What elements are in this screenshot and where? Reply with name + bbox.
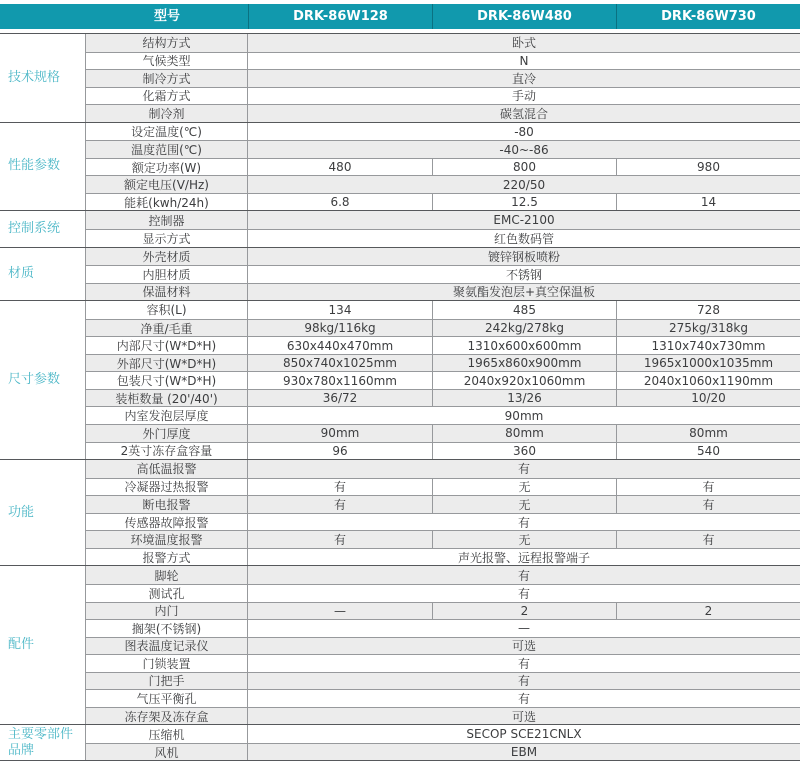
spec-value-merged: 直冷 <box>511 71 536 86</box>
spec-label: 门锁装置 <box>86 655 248 672</box>
spec-value-merged: 声光报警、远程报警端子 <box>457 550 590 565</box>
spec-label: 测试孔 <box>86 585 248 602</box>
table-row <box>86 193 800 211</box>
spec-value-merged: N <box>519 53 529 68</box>
spec-value-merged: 可选 <box>511 709 536 724</box>
table-row <box>86 478 800 496</box>
section-rows <box>86 301 800 459</box>
spec-label: 容积(L) <box>86 301 248 319</box>
spec-value-merged: 镀锌钢板喷粉 <box>487 249 560 264</box>
spec-value-merged: -40~-86 <box>499 142 549 157</box>
table-row <box>86 495 800 513</box>
category-label: 主要零部件品牌 <box>0 725 86 760</box>
spec-label: 内胆材质 <box>86 266 248 283</box>
table-row <box>86 211 800 229</box>
spec-label: 冻存架及冻存盒 <box>86 708 248 725</box>
spec-value: 1965x860x900mm <box>432 355 616 372</box>
spec-value-merged: 有 <box>517 674 530 689</box>
spec-label: 外壳材质 <box>86 248 248 266</box>
spec-value-merged: 有 <box>517 568 530 583</box>
spec-value: 14 <box>616 194 800 211</box>
table-row <box>86 743 800 761</box>
table-row <box>86 654 800 672</box>
spec-value: 13/26 <box>432 390 616 407</box>
spec-value: 134 <box>328 302 352 317</box>
spec-section <box>0 300 800 459</box>
spec-label: 风机 <box>86 744 248 761</box>
table-row <box>86 123 800 141</box>
category-label: 材质 <box>0 248 86 301</box>
spec-value: 2 <box>432 603 616 620</box>
spec-label: 2英寸冻存盒容量 <box>86 443 248 460</box>
table-row <box>86 672 800 690</box>
spec-value: 275kg/318kg <box>616 320 800 337</box>
spec-label: 设定温度(℃) <box>86 123 248 141</box>
spec-value-merged: — <box>518 621 530 636</box>
spec-label: 报警方式 <box>86 549 248 566</box>
table-row <box>86 104 800 122</box>
spec-label: 额定电压(V/Hz) <box>86 176 248 193</box>
spec-label: 保温材料 <box>86 284 248 301</box>
spec-label: 结构方式 <box>86 34 248 52</box>
table-row <box>86 175 800 193</box>
spec-label: 能耗(kwh/24h) <box>86 194 248 211</box>
spec-value-merged: 聚氨酯发泡层+真空保温板 <box>452 285 596 300</box>
spec-value-merged: 有 <box>517 515 530 530</box>
spec-value: 930x780x1160mm <box>283 373 397 388</box>
spec-label: 温度范围(℃) <box>86 141 248 158</box>
spec-value: 2 <box>616 603 800 620</box>
spec-value: 980 <box>616 159 800 176</box>
header-model-label-cell <box>0 4 248 29</box>
category-label: 功能 <box>0 460 86 565</box>
table-row <box>86 406 800 424</box>
section-rows <box>86 460 800 565</box>
spec-value: 2040x1060x1190mm <box>616 372 800 389</box>
spec-label: 断电报警 <box>86 496 248 513</box>
spec-value-merged: 90mm <box>504 408 544 423</box>
spec-label: 内门 <box>86 603 248 620</box>
spec-value: 36/72 <box>322 391 358 406</box>
table-row <box>86 530 800 548</box>
spec-value-merged: 不锈钢 <box>505 267 542 282</box>
spec-label: 气候类型 <box>86 53 248 70</box>
spec-value: 98kg/116kg <box>304 321 376 336</box>
spec-section <box>0 247 800 301</box>
table-row <box>86 424 800 442</box>
spec-section <box>0 122 800 211</box>
table-row <box>86 442 800 460</box>
spec-value-merged: 可选 <box>511 639 536 654</box>
table-row <box>86 336 800 354</box>
spec-value: 有 <box>333 498 346 512</box>
spec-value-merged: EMC-2100 <box>493 213 555 228</box>
spec-label: 内室发泡层厚度 <box>86 407 248 424</box>
spec-value-merged: 有 <box>517 692 530 707</box>
spec-value: 850x740x1025mm <box>283 356 397 371</box>
spec-value: 800 <box>432 159 616 176</box>
spec-value: 无 <box>432 479 616 496</box>
spec-value: 1310x600x600mm <box>432 337 616 354</box>
spec-value: 485 <box>432 301 616 319</box>
spec-value: 728 <box>616 301 800 319</box>
table-row <box>86 707 800 725</box>
table-row <box>86 87 800 105</box>
table-row <box>86 140 800 158</box>
spec-value-merged: 碳氢混合 <box>499 106 548 121</box>
spec-value: 有 <box>616 531 800 548</box>
spec-label: 气压平衡孔 <box>86 690 248 707</box>
table-row <box>86 619 800 637</box>
spec-value: 有 <box>616 479 800 496</box>
section-rows <box>86 248 800 301</box>
spec-value: 10/20 <box>616 390 800 407</box>
spec-value: 540 <box>616 443 800 460</box>
spec-label: 制冷方式 <box>86 70 248 87</box>
spec-value: 80mm <box>432 425 616 442</box>
spec-value: 1965x1000x1035mm <box>616 355 800 372</box>
spec-value: 有 <box>616 496 800 513</box>
spec-value: 630x440x470mm <box>286 338 394 353</box>
spec-label: 门把手 <box>86 673 248 690</box>
spec-value-merged: -80 <box>514 124 534 139</box>
spec-value-merged: 手动 <box>511 89 536 104</box>
category-label: 尺寸参数 <box>0 301 86 459</box>
table-row <box>86 389 800 407</box>
spec-value: 有 <box>333 533 346 548</box>
spec-label: 化霜方式 <box>86 88 248 105</box>
header-model-3: DRK-86W730 <box>616 4 800 29</box>
spec-label: 装柜数量 (20'/40') <box>86 390 248 407</box>
spec-value-merged: SECOP SCE21CNLX <box>466 727 582 742</box>
spec-section <box>0 459 800 565</box>
spec-label: 冷凝器过热报警 <box>86 479 248 496</box>
spec-value: 有 <box>333 480 346 495</box>
spec-value: — <box>334 603 346 618</box>
table-row <box>86 566 800 584</box>
section-rows <box>86 34 800 122</box>
table-row <box>86 725 800 743</box>
table-row <box>86 52 800 70</box>
spec-label: 环境温度报警 <box>86 531 248 548</box>
table-row <box>86 354 800 372</box>
table-row <box>86 637 800 655</box>
spec-value-merged: 红色数码管 <box>493 231 554 246</box>
spec-value: 无 <box>432 531 616 548</box>
spec-value: 80mm <box>616 425 800 442</box>
section-rows <box>86 725 800 760</box>
spec-section <box>0 565 800 724</box>
spec-label: 高低温报警 <box>86 460 248 478</box>
spec-table <box>0 4 800 761</box>
spec-value: 96 <box>332 443 348 458</box>
spec-label: 图表温度记录仪 <box>86 638 248 655</box>
spec-label: 净重/毛重 <box>86 320 248 337</box>
header-model-1: DRK-86W128 <box>248 4 432 29</box>
spec-label: 显示方式 <box>86 230 248 247</box>
category-label: 性能参数 <box>0 123 86 211</box>
spec-label: 外门厚度 <box>86 425 248 442</box>
spec-value: 242kg/278kg <box>432 320 616 337</box>
table-row <box>86 283 800 301</box>
spec-value-merged: 有 <box>517 656 530 671</box>
section-rows <box>86 211 800 246</box>
table-row <box>86 689 800 707</box>
spec-label: 内部尺寸(W*D*H) <box>86 337 248 354</box>
table-row <box>86 584 800 602</box>
spec-label: 包装尺寸(W*D*H) <box>86 372 248 389</box>
spec-label: 制冷剂 <box>86 105 248 122</box>
table-row <box>86 34 800 52</box>
table-row <box>86 371 800 389</box>
table-row <box>86 513 800 531</box>
spec-value: 2040x920x1060mm <box>432 372 616 389</box>
spec-value: 无 <box>432 496 616 513</box>
spec-table-body <box>0 33 800 761</box>
category-label: 控制系统 <box>0 211 86 246</box>
spec-value: 360 <box>432 443 616 460</box>
spec-value-merged: 220/50 <box>502 177 546 192</box>
spec-value-merged: 卧式 <box>511 36 536 51</box>
spec-label: 搁架(不锈钢) <box>86 620 248 637</box>
spec-label: 额定功率(W) <box>86 159 248 176</box>
spec-section <box>0 33 800 122</box>
table-row <box>86 248 800 266</box>
category-label: 技术规格 <box>0 34 86 122</box>
table-row <box>86 548 800 566</box>
spec-value-merged: 有 <box>517 462 530 477</box>
table-row <box>86 602 800 620</box>
spec-label: 控制器 <box>86 211 248 229</box>
table-row <box>86 229 800 247</box>
table-row <box>86 158 800 176</box>
table-header-row <box>0 4 800 29</box>
spec-label: 传感器故障报警 <box>86 514 248 531</box>
spec-label: 压缩机 <box>86 725 248 743</box>
spec-value: 90mm <box>320 426 360 441</box>
spec-section <box>0 724 800 760</box>
header-model-2: DRK-86W480 <box>432 4 616 29</box>
spec-value: 480 <box>328 160 352 175</box>
spec-label: 脚轮 <box>86 566 248 584</box>
table-row <box>86 319 800 337</box>
table-row <box>86 301 800 319</box>
table-row <box>86 460 800 478</box>
section-rows <box>86 566 800 724</box>
table-row <box>86 69 800 87</box>
spec-value-merged: 有 <box>517 586 530 601</box>
spec-label: 外部尺寸(W*D*H) <box>86 355 248 372</box>
spec-value: 1310x740x730mm <box>616 337 800 354</box>
spec-section <box>0 210 800 246</box>
spec-value: 6.8 <box>330 195 350 210</box>
model-column-title: 型号 <box>153 9 180 24</box>
section-rows <box>86 123 800 211</box>
spec-value: 12.5 <box>432 194 616 211</box>
spec-value-merged: EBM <box>510 745 538 760</box>
category-label: 配件 <box>0 566 86 724</box>
table-row <box>86 265 800 283</box>
